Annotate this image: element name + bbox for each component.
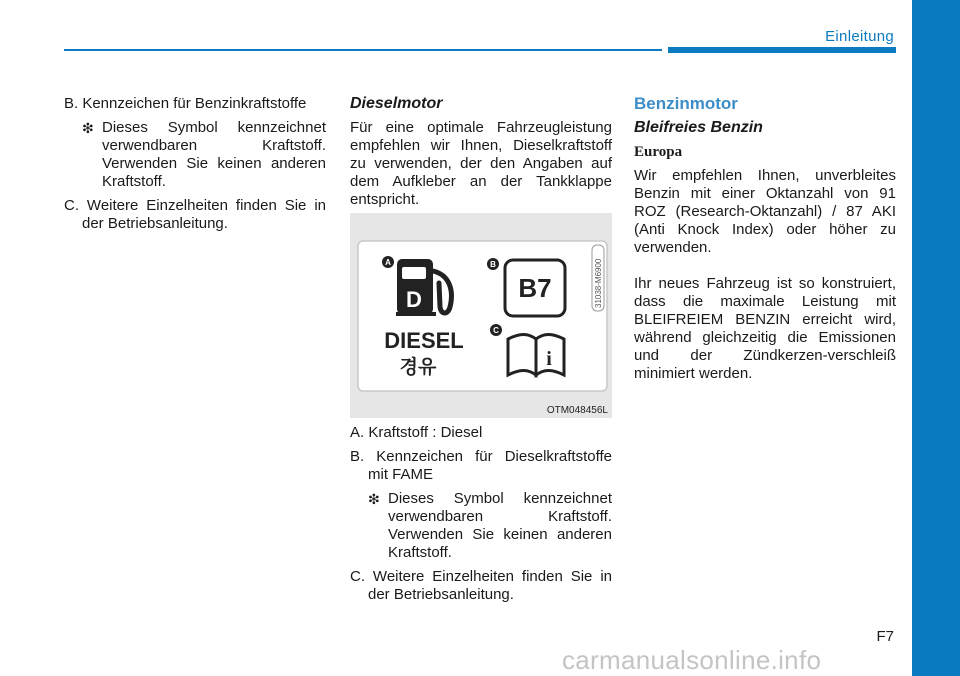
diesel-paragraph: Für eine optimale Fahrzeugleistung empfehlen wir Ihnen, Dieselkraftstoff zu verwenden, der den Angaben auf dem Aufkleber an der Tankklappe entspricht. xyxy=(350,119,612,208)
marker-a: A xyxy=(385,258,391,267)
note-symbol-icon: ❇ xyxy=(368,491,380,507)
side-code: 31038-M6900 xyxy=(594,258,603,308)
diesel-heading: Dieselmotor xyxy=(350,95,443,112)
list-item-c: C. Weitere Einzelheiten finden Sie in der Betriebsanleitung. xyxy=(350,568,612,603)
list-item-b: B. Kennzeichen für Benzinkraftstoffe xyxy=(64,95,307,112)
gasoline-paragraph-2: Ihr neues Fahrzeug ist so konstruiert, dass die maximale Leistung mit BLEIFREIEM BENZIN erreicht wird, während gleichzeitig die Emissionen und der Zündkerzen-verschleiß minimiert werden. xyxy=(634,275,896,382)
diesel-label: DIESEL xyxy=(384,328,464,353)
page-number: F7 xyxy=(876,628,894,645)
manual-book-icon xyxy=(508,335,564,376)
section-title: Einleitung xyxy=(825,28,894,45)
list-item-a: A. Kraftstoff : Diesel xyxy=(350,424,483,441)
header-rule-accent xyxy=(668,47,896,53)
fuel-letter: D xyxy=(406,287,422,312)
korean-label: 경유 xyxy=(399,356,437,378)
note-text: Dieses Symbol kennzeichnet verwendbaren Kraftstoff. Verwenden Sie keinen anderen Kraftstoff. xyxy=(388,490,612,561)
note-text: Dieses Symbol kennzeichnet verwendbaren Kraftstoff. Verwenden Sie keinen anderen Kraftstoff. xyxy=(102,119,326,190)
column-right xyxy=(634,95,896,389)
fuel-label-figure xyxy=(350,213,612,418)
column-left xyxy=(64,95,326,239)
note xyxy=(64,119,326,191)
fuel-label-illustration xyxy=(350,213,612,418)
header-rule xyxy=(64,49,662,51)
watermark: carmanualsonline.info xyxy=(562,645,822,675)
marker-c: C xyxy=(493,326,499,335)
figure-caption: OTM048456L xyxy=(546,405,608,416)
region-heading: Europa xyxy=(634,144,683,160)
column-middle xyxy=(350,95,612,215)
gasoline-heading: Benzinmotor xyxy=(634,94,738,113)
note-symbol-icon: ❇ xyxy=(82,120,94,136)
diesel-legend xyxy=(350,424,612,610)
right-edge-bar xyxy=(912,0,960,676)
list-item-b: B. Kennzeichen für Dieselkraftstoffe mit FAME xyxy=(350,448,612,483)
info-letter: i xyxy=(546,348,552,370)
unleaded-subheading: Bleifreies Benzin xyxy=(634,119,763,136)
marker-b: B xyxy=(490,260,496,269)
b7-label: B7 xyxy=(518,273,552,303)
gasoline-paragraph-1: Wir empfehlen Ihnen, unverbleites Benzin mit einer Oktanzahl von 91 ROZ (Research-Oktanzahl) / 87 AKI (Anti Knock Index) oder höher zu verwenden. xyxy=(634,167,896,256)
note xyxy=(350,490,612,562)
list-item-c: C. Weitere Einzelheiten finden Sie in der Betriebsanleitung. xyxy=(64,197,326,232)
